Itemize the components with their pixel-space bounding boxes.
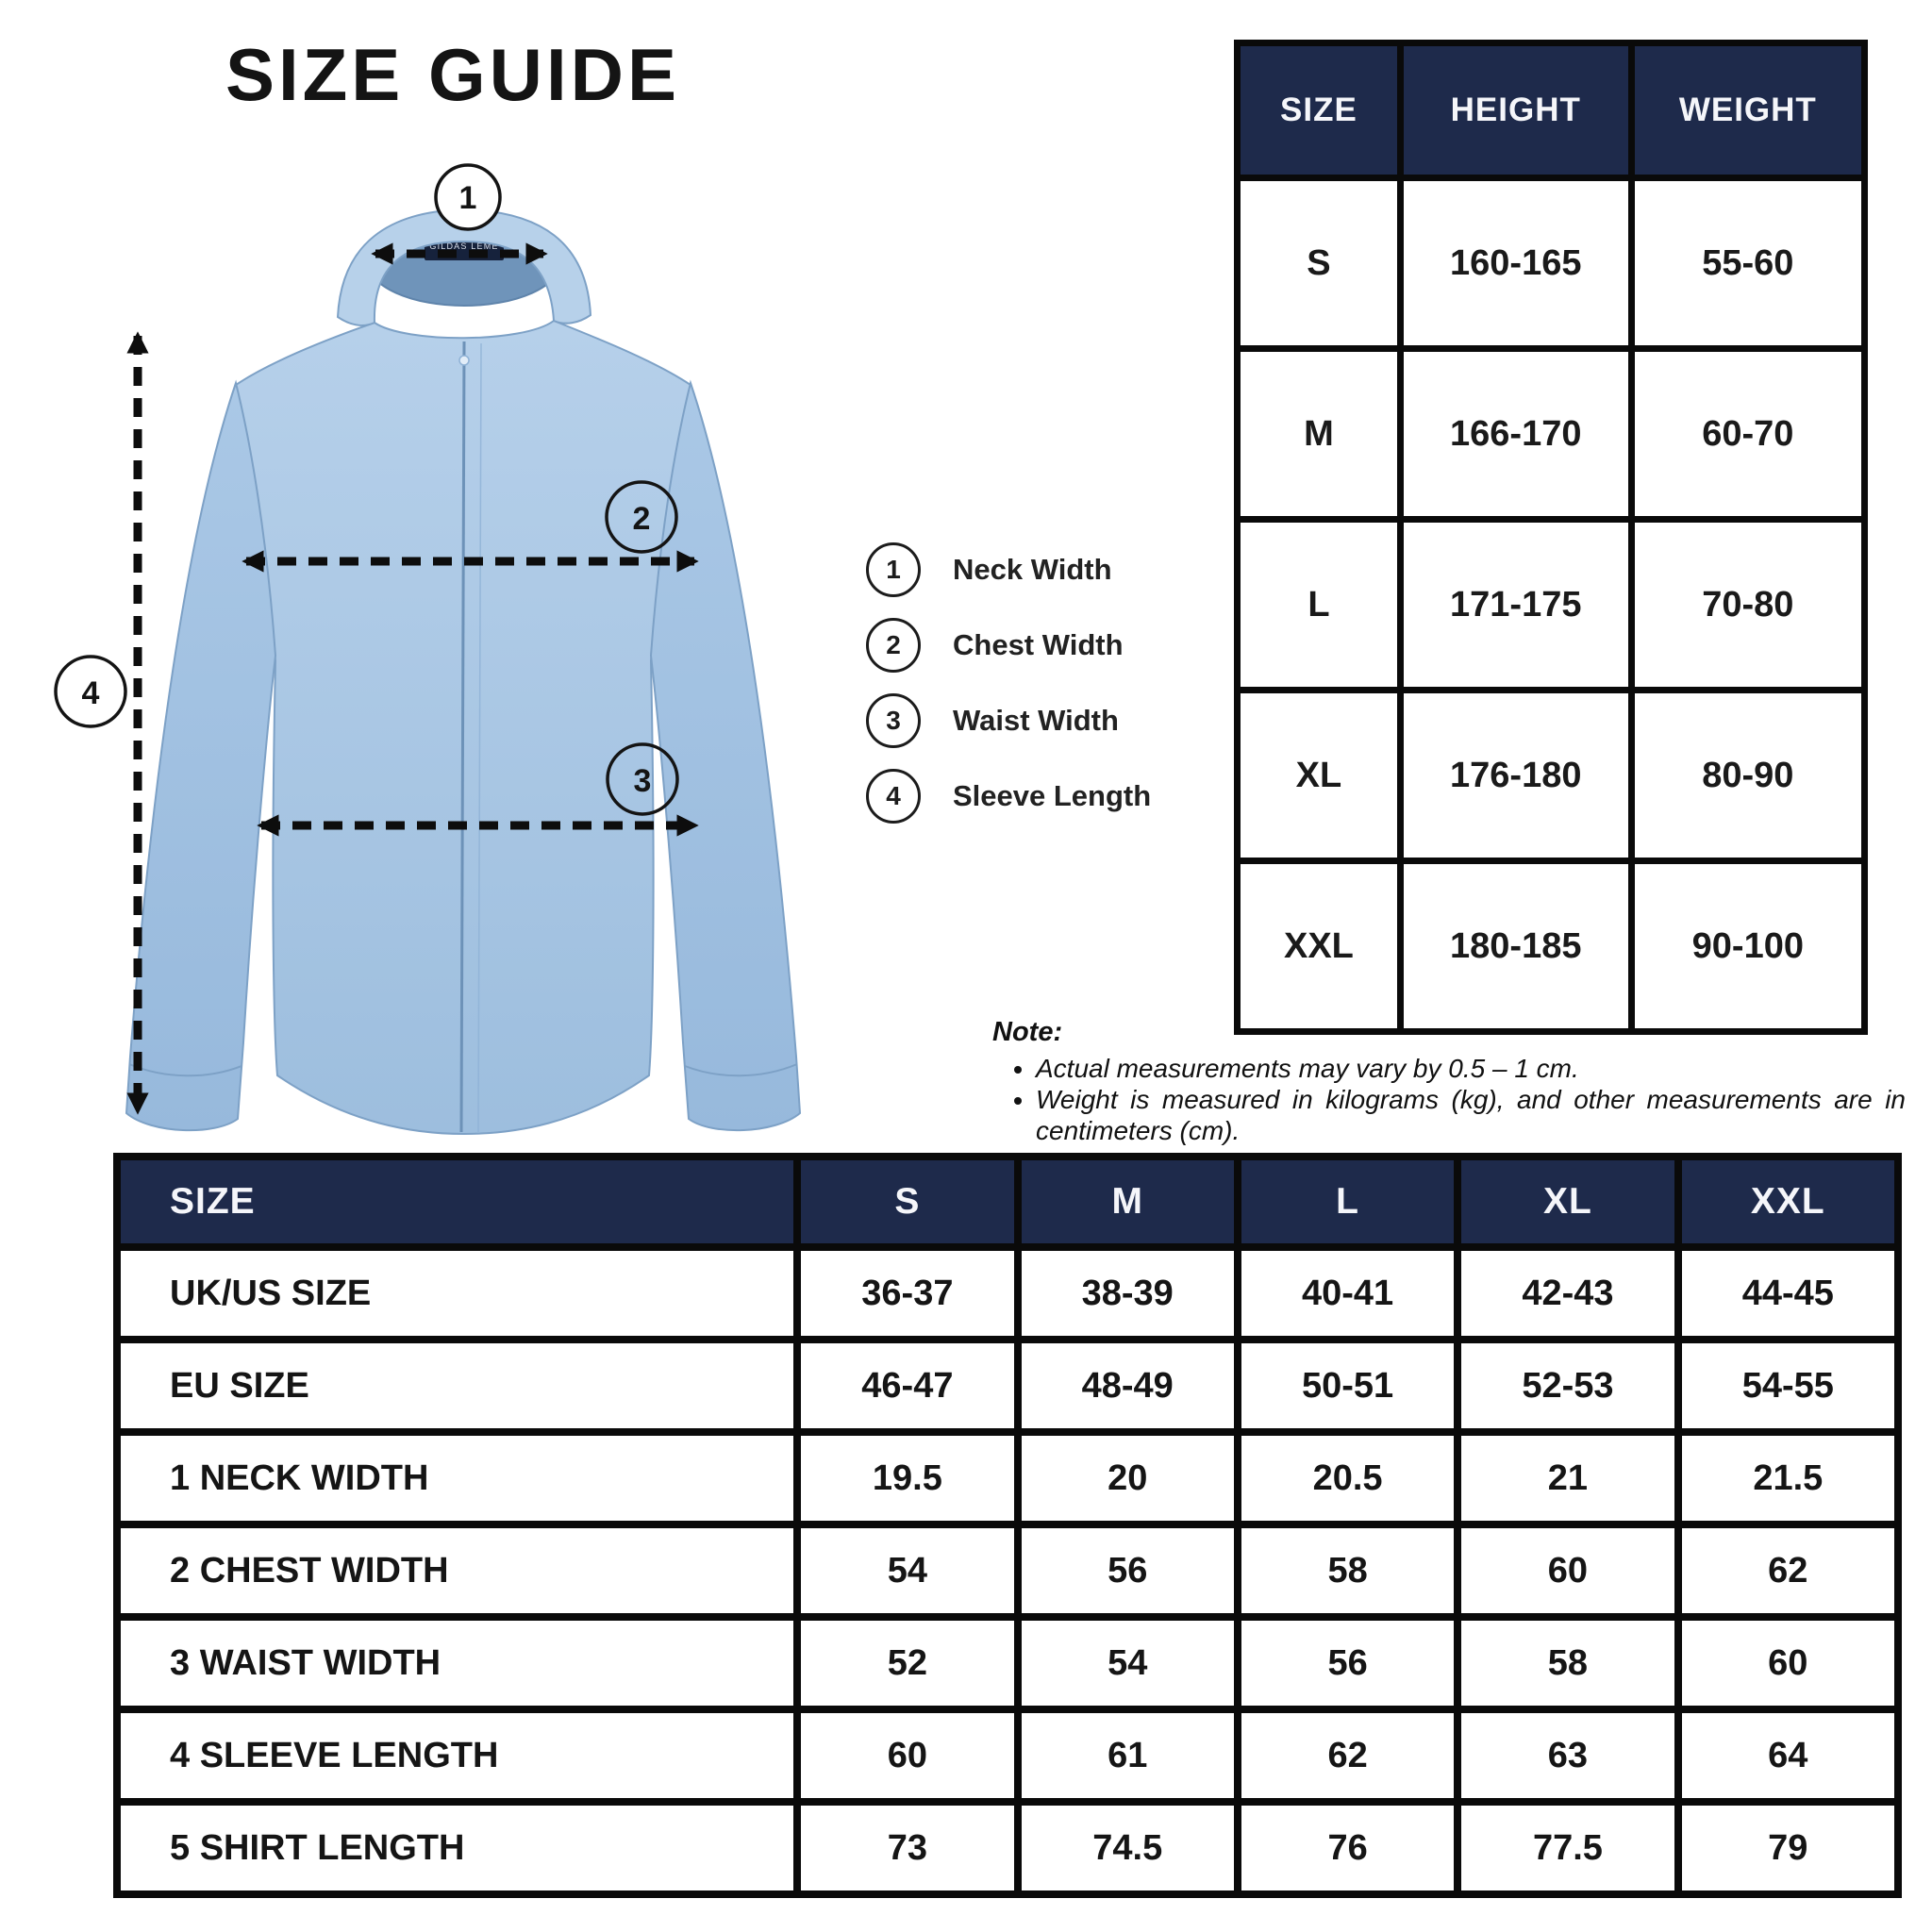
table-cell: 80-90 — [1631, 691, 1864, 861]
row-label: 5 SHIRT LENGTH — [117, 1802, 797, 1894]
column-header-s: S — [797, 1157, 1017, 1247]
table-cell: S — [1238, 178, 1401, 349]
table-row — [1238, 861, 1865, 1032]
legend-item-neck-width — [866, 543, 1151, 596]
row-label: 2 CHEST WIDTH — [117, 1524, 797, 1617]
table-cell: 62 — [1238, 1709, 1457, 1802]
table-cell: 54-55 — [1678, 1340, 1898, 1432]
size-height-weight-table — [1234, 40, 1868, 1035]
note-list — [992, 1053, 1906, 1146]
marker-2-number: 2 — [632, 501, 651, 537]
table-row — [1238, 178, 1865, 349]
row-label: 4 SLEEVE LENGTH — [117, 1709, 797, 1802]
table-cell: 70-80 — [1631, 520, 1864, 691]
table-cell: 76 — [1238, 1802, 1457, 1894]
table-cell: 56 — [1238, 1617, 1457, 1709]
column-header-m: M — [1018, 1157, 1238, 1247]
table-cell: 62 — [1678, 1524, 1898, 1617]
marker-1-number: 1 — [458, 180, 477, 216]
table-cell: 79 — [1678, 1802, 1898, 1894]
table-cell: 21.5 — [1678, 1432, 1898, 1524]
collar-button — [459, 356, 469, 365]
table-cell: 90-100 — [1631, 861, 1864, 1032]
table-cell: 38-39 — [1018, 1247, 1238, 1340]
table-row — [1238, 349, 1865, 520]
row-label: 3 WAIST WIDTH — [117, 1617, 797, 1709]
column-header-size: SIZE — [1238, 43, 1401, 178]
table-cell: 58 — [1457, 1617, 1677, 1709]
table-cell: 180-185 — [1400, 861, 1631, 1032]
marker-3-number: 3 — [633, 763, 652, 799]
table-cell: 73 — [797, 1802, 1017, 1894]
table-header-row — [1238, 43, 1865, 178]
legend-item-chest-width — [866, 619, 1151, 672]
table-cell: XL — [1238, 691, 1401, 861]
table-cell: 54 — [797, 1524, 1017, 1617]
row-label: UK/US SIZE — [117, 1247, 797, 1340]
column-header-size: SIZE — [117, 1157, 797, 1247]
table-cell: 60 — [1457, 1524, 1677, 1617]
table-cell: 21 — [1457, 1432, 1677, 1524]
page-title: SIZE GUIDE — [225, 33, 681, 116]
table-row-eu-size — [117, 1340, 1898, 1432]
shirt-illustration — [38, 132, 868, 1189]
table-cell: 52-53 — [1457, 1340, 1677, 1432]
table-cell: 74.5 — [1018, 1802, 1238, 1894]
table-cell: 42-43 — [1457, 1247, 1677, 1340]
table-cell: 54 — [1018, 1617, 1238, 1709]
table-row-chest-width — [117, 1524, 1898, 1617]
table-row-shirt-length — [117, 1802, 1898, 1894]
table-cell: 171-175 — [1400, 520, 1631, 691]
table-cell: 64 — [1678, 1709, 1898, 1802]
table-cell: 52 — [797, 1617, 1017, 1709]
note-bullet: • Actual measurements may vary by 0.5 – 1 cm. — [1036, 1053, 1906, 1084]
legend-marker-2-icon: 2 — [866, 618, 921, 673]
table-row — [1238, 691, 1865, 861]
table-cell: M — [1238, 349, 1401, 520]
table-header-row — [117, 1157, 1898, 1247]
column-header-xxl: XXL — [1678, 1157, 1898, 1247]
table-cell: 20 — [1018, 1432, 1238, 1524]
legend-label: Waist Width — [953, 704, 1119, 737]
table-cell: 44-45 — [1678, 1247, 1898, 1340]
table-row-neck-width — [117, 1432, 1898, 1524]
table-cell: 58 — [1238, 1524, 1457, 1617]
column-header-height: HEIGHT — [1400, 43, 1631, 178]
table-cell: 166-170 — [1400, 349, 1631, 520]
table-cell: 55-60 — [1631, 178, 1864, 349]
marker-4-number: 4 — [81, 675, 100, 711]
brand-label-text: GILDAS LEMÉ — [429, 242, 499, 251]
table-row — [1238, 520, 1865, 691]
column-header-weight: WEIGHT — [1631, 43, 1864, 178]
table-row-waist-width — [117, 1617, 1898, 1709]
shirt-left-sleeve — [126, 383, 275, 1130]
table-row-sleeve-length — [117, 1709, 1898, 1802]
legend-marker-4-icon: 4 — [866, 769, 921, 824]
table-cell: 60 — [1678, 1617, 1898, 1709]
table-cell: 20.5 — [1238, 1432, 1457, 1524]
table-cell: 50-51 — [1238, 1340, 1457, 1432]
legend-label: Neck Width — [953, 553, 1112, 586]
table-cell: 77.5 — [1457, 1802, 1677, 1894]
table-cell: 48-49 — [1018, 1340, 1238, 1432]
legend-item-sleeve-length — [866, 770, 1151, 823]
legend-marker-1-icon: 1 — [866, 542, 921, 597]
table-cell: 160-165 — [1400, 178, 1631, 349]
table-cell: 63 — [1457, 1709, 1677, 1802]
shirt-right-sleeve — [651, 383, 800, 1130]
table-cell: 60 — [797, 1709, 1017, 1802]
note-label: Note: — [992, 1017, 1063, 1047]
legend-marker-3-icon: 3 — [866, 693, 921, 748]
table-cell: 19.5 — [797, 1432, 1017, 1524]
table-cell: 40-41 — [1238, 1247, 1457, 1340]
table-cell: 176-180 — [1400, 691, 1631, 861]
table-cell: 36-37 — [797, 1247, 1017, 1340]
note-bullet: • Weight is measured in kilograms (kg), and other measurements are in centimeters (cm). — [1036, 1084, 1906, 1146]
size-measurements-table — [113, 1153, 1902, 1898]
note-section — [992, 1017, 1906, 1146]
table-cell: 46-47 — [797, 1340, 1017, 1432]
column-header-l: L — [1238, 1157, 1457, 1247]
row-label: 1 NECK WIDTH — [117, 1432, 797, 1524]
table-cell: 60-70 — [1631, 349, 1864, 520]
column-header-xl: XL — [1457, 1157, 1677, 1247]
table-cell: 61 — [1018, 1709, 1238, 1802]
table-cell: L — [1238, 520, 1401, 691]
legend-label: Sleeve Length — [953, 779, 1152, 812]
legend-label: Chest Width — [953, 628, 1124, 661]
table-row-uk-us-size — [117, 1247, 1898, 1340]
table-cell: XXL — [1238, 861, 1401, 1032]
measurement-legend — [866, 543, 1151, 845]
legend-item-waist-width — [866, 694, 1151, 747]
row-label: EU SIZE — [117, 1340, 797, 1432]
table-cell: 56 — [1018, 1524, 1238, 1617]
